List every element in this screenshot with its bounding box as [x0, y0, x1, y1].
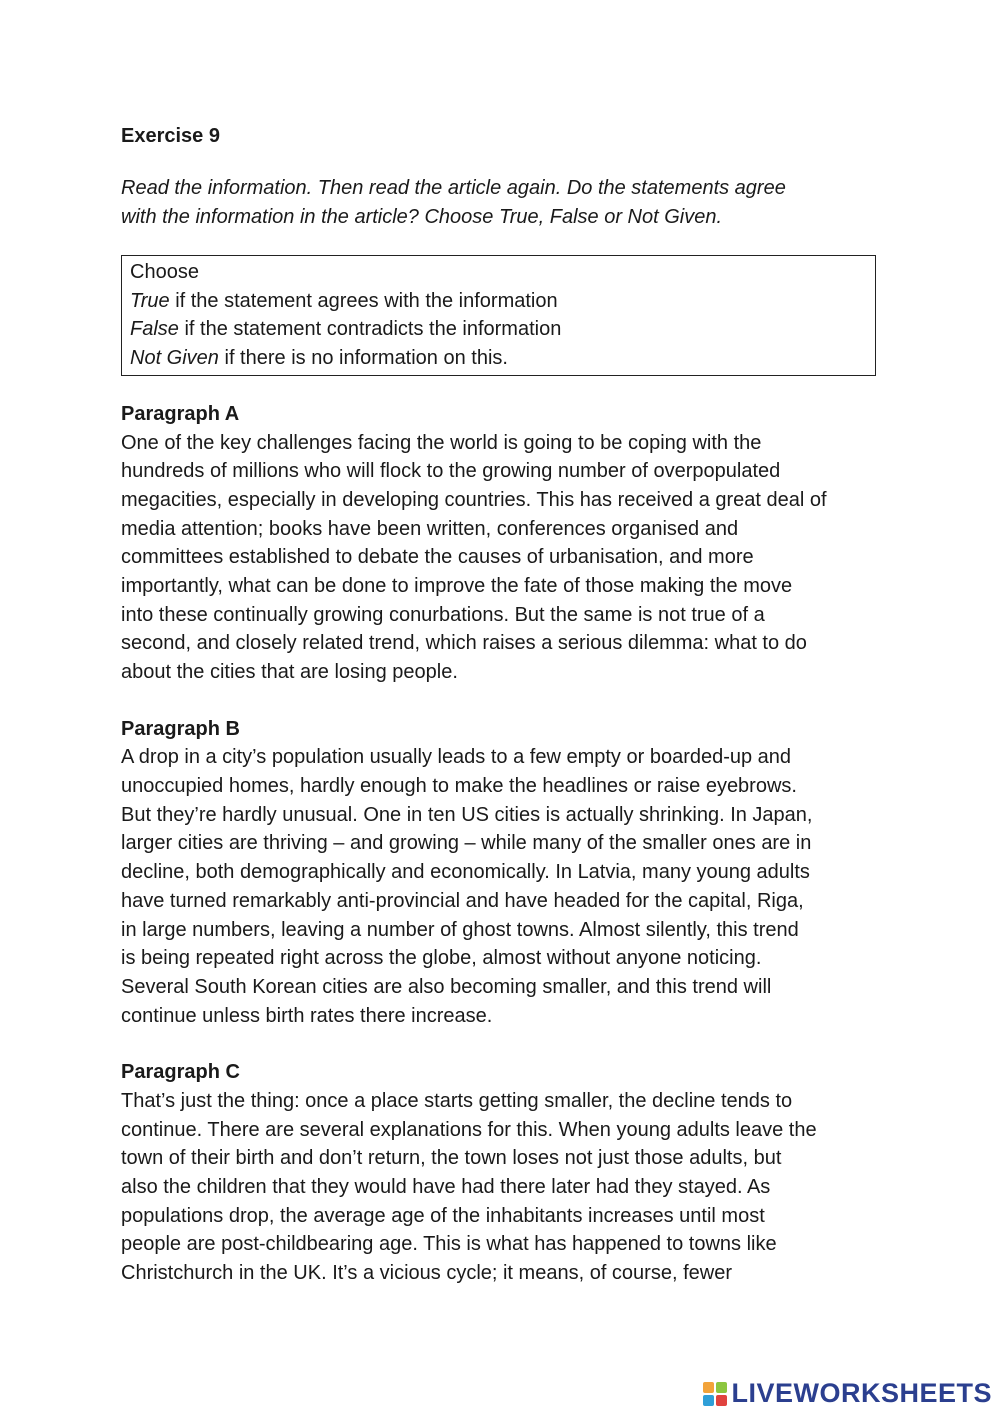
logo-tile — [716, 1395, 727, 1406]
choose-true-line — [130, 287, 867, 316]
choose-false-line — [130, 315, 867, 344]
text-line: is being repeated right across the globe, almost without anyone noticing. — [121, 947, 762, 970]
worksheet-page — [121, 122, 881, 1288]
text-line: continue unless birth rates there increase. — [121, 1004, 493, 1027]
text-line: town of their birth and don’t return, the town loses not just those adults, but — [121, 1147, 782, 1170]
text-line: about the cities that are losing people. — [121, 661, 458, 684]
text-line: hundreds of millions who will flock to the growing number of overpopulated — [121, 460, 781, 483]
true-term: True — [130, 289, 170, 312]
text-line: Several South Korean cities are also becoming smaller, and this trend will — [121, 975, 772, 998]
brand-name: LIVEWORKSHEETS — [731, 1378, 992, 1408]
text-line: A drop in a city’s population usually leads to a few empty or boarded-up and — [121, 746, 792, 769]
text-line: larger cities are thriving – and growing – while many of the smaller ones are in — [121, 832, 812, 855]
text-line: also the children that they would have had there later had they stayed. As — [121, 1175, 771, 1198]
text-line: importantly, what can be done to improve the fate of those making the move — [121, 575, 793, 598]
text-line: committees established to debate the causes of urbanisation, and more — [121, 546, 754, 569]
text-line: Christchurch in the UK. It’s a vicious cycle; it means, of course, fewer — [121, 1262, 732, 1285]
false-description: if the statement contradicts the information — [178, 318, 562, 340]
text-line: have turned remarkably anti-provincial and have headed for the capital, Riga, — [121, 889, 804, 912]
exercise-instructions — [121, 174, 881, 231]
liveworksheets-logo — [703, 1378, 992, 1409]
text-line: continue. There are several explanations for this. When young adults leave the — [121, 1118, 817, 1141]
text-line: megacities, especially in developing countries. This has received a great deal of — [121, 488, 827, 511]
logo-tile — [703, 1382, 714, 1393]
choose-legend-box — [121, 255, 876, 376]
text-line: One of the key challenges facing the world is going to be coping with the — [121, 431, 762, 454]
choose-heading: Choose — [130, 261, 199, 283]
instructions-line-2: with the information in the article? Choose True, False or Not Given. — [121, 205, 723, 228]
paragraph-c — [121, 1058, 881, 1287]
paragraph-b-heading: Paragraph B — [121, 717, 240, 740]
not-given-description: if there is no information on this. — [218, 346, 508, 369]
text-line: That’s just the thing: once a place starts getting smaller, the decline tends to — [121, 1089, 793, 1112]
text-line: people are post-childbearing age. This is what has happened to towns like — [121, 1233, 777, 1256]
text-line: in large numbers, leaving a number of ghost towns. Almost silently, this trend — [121, 918, 799, 941]
text-line: populations drop, the average age of the inhabitants increases until most — [121, 1204, 765, 1227]
logo-tile — [703, 1395, 714, 1406]
text-line: second, and closely related trend, which raises a serious dilemma: what to do — [121, 632, 807, 655]
paragraph-c-body — [121, 1087, 881, 1288]
exercise-title: Exercise 9 — [121, 125, 220, 147]
liveworksheets-mark-icon — [703, 1382, 727, 1406]
not-given-term: Not Given — [130, 346, 219, 369]
paragraph-b — [121, 715, 881, 1031]
paragraph-a — [121, 400, 881, 687]
text-line: decline, both demographically and economically. In Latvia, many young adults — [121, 861, 810, 884]
paragraph-b-body — [121, 743, 881, 1030]
text-line: into these continually growing conurbations. But the same is not true of a — [121, 603, 765, 626]
text-line: But they’re hardly unusual. One in ten US cities is actually shrinking. In Japan, — [121, 803, 813, 826]
paragraph-a-heading: Paragraph A — [121, 403, 240, 425]
choose-notgiven-line — [130, 344, 867, 373]
text-line: media attention; books have been written, conferences organised and — [121, 517, 739, 540]
false-term: False — [130, 318, 179, 340]
paragraph-c-heading: Paragraph C — [121, 1061, 240, 1084]
logo-tile — [716, 1382, 727, 1393]
instructions-line-1: Read the information. Then read the article again. Do the statements agree — [121, 177, 786, 199]
true-description: if the statement agrees with the information — [169, 289, 558, 312]
text-line: unoccupied homes, hardly enough to make the headlines or raise eyebrows. — [121, 775, 797, 798]
paragraph-a-body — [121, 429, 881, 687]
